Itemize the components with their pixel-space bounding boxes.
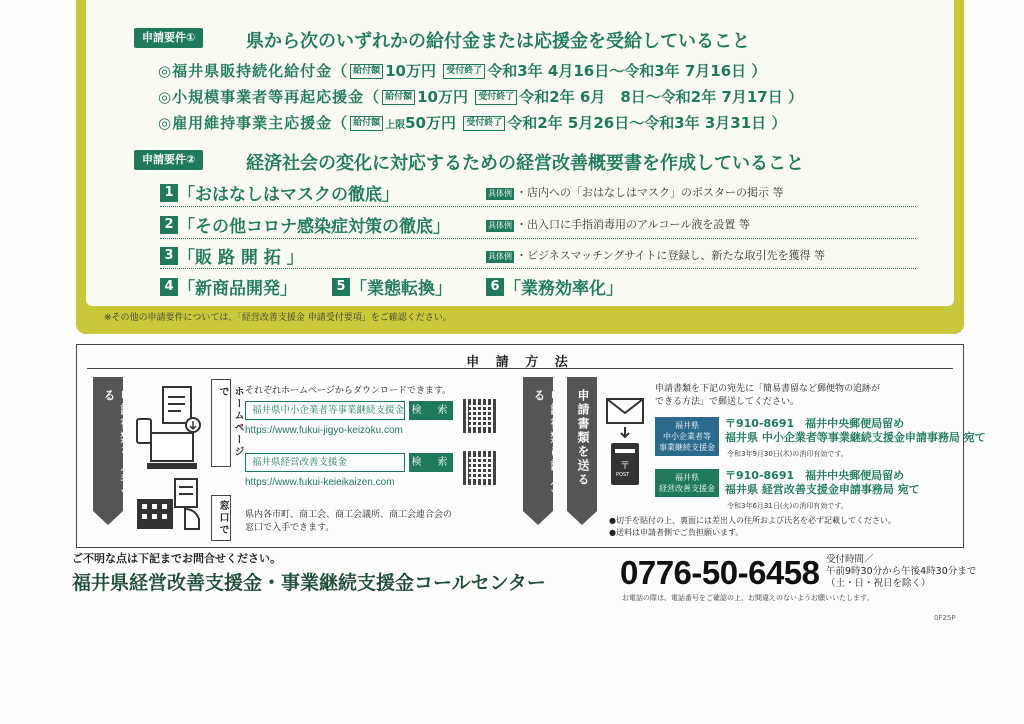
step-fill-arrow-tip [523,511,553,525]
requirement-2-heading: 経済社会の変化に対応するための経営改善概要書を作成していること [246,153,804,174]
mail-note-1: ●切手を貼付の上、裏面には差出人の住所および氏名を必ず記載してください。 [609,516,896,525]
requirements-note: ※その他の申請要件については、「経営改善支援金 申請受付要項」をご確認ください。 [104,313,452,323]
counter-label-box [211,495,231,541]
download-document-icon [135,385,211,473]
measure-example: 具体例 ・ビジネスマッチングサイトに登録し、新たな取引先を獲得 等 [488,249,825,262]
step-send-arrow [567,377,597,511]
grant-row: ◎小規模事業者等再起応援金（ 給付額 10万円 受付終了 令和2年 6月 8日～令和2年 7月17日 ） [158,88,803,106]
measure-item: 1 「おはなしはマスクの徹底」 [160,180,399,205]
step-fill-arrow [523,377,563,511]
step-send-arrow-tip [567,511,597,525]
step-send-label: 申請書類を送る [576,389,590,487]
site1-name: 福井県中小企業者等事業継続支援金 [245,401,405,420]
requirement-1-tag: 申請要件① [134,28,203,48]
site2-name: 福井県経営改善支援金 [245,453,405,472]
dest2-deadline: 令和3年6月31日(火)の消印有効です。 [727,502,848,510]
how-to-apply-title: 申 請 方 法 [466,355,574,370]
divider [160,206,916,207]
counter-text-2: 窓口で入手できます。 [245,523,335,533]
measure-item: 6 「業務効率化」 [486,274,623,299]
grant-row: ◎福井県販持続化給付金（ 給付額 10万円 受付終了 令和3年 4月16日～令和3年 7月16日 ） [158,62,767,80]
step-fill-label: 申請書類に記入する [532,389,563,501]
dest1-tag: 福井県 中小企業者等 事業継続支援金 [655,417,719,456]
requirement-2-tag: 申請要件② [134,150,203,170]
call-center-name: 福井県経営改善支援金・事業継続支援金コールセンター [72,572,546,594]
grant-row: ◎雇用維持事業主応援金（ 給付額 上限50万円 受付終了 令和2年 5月26日～令和3年 3月31日 ） [158,114,787,132]
homepage-label-box [211,379,243,467]
divider [87,368,953,369]
mail-note-2: ●送料は申請者側でご負担願います。 [609,528,744,537]
site2-url[interactable]: https://www.fukui-keieikaizen.com [245,477,395,488]
how-to-apply-panel [76,344,986,548]
measure-item: 3 「販 路 開 拓 」 [160,243,304,268]
site1-qr-code[interactable] [463,399,497,433]
phone-number[interactable]: 0776-50-6458 [620,554,820,591]
site2-qr-code[interactable] [463,451,497,485]
reception-hours: 受付時間／ 午前9時30分から午後4時30分まで （土・日・祝日を除く） [826,554,977,589]
homepage-label: ホームページで [217,386,243,458]
measure-example: 具体例 ・店内への「おはなしはマスク」のポスターの掲示 等 [488,186,784,199]
requirement-1-heading: 県から次のいずれかの給付金または応援金を受給していること [246,31,750,52]
print-code: 0F25P [934,614,956,622]
dest2-address: 〒910-8691 福井中央郵便局留め 福井県 経営改善支援金申請事務局 宛て [725,469,920,496]
site1-search-button[interactable]: 検 索 [409,401,453,420]
site1-url[interactable]: https://www.fukui-jigyo-keizoku.com [245,425,403,436]
dest1-address: 〒910-8691 福井中央郵便局留め 福井県 中小企業者等事業継続支援金申請事務局 宛て [725,417,986,444]
phone-note: お電話の際は、電話番号をご確認の上、お間違えのないようお願いいたします。 [622,594,874,602]
contact-intro: ご不明な点は下記までお問合せください。 [72,552,281,565]
step-obtain-arrow-tip [93,511,123,525]
send-intro-1: 申請書類を下記の宛先に「簡易書留など郵便物の追跡が [655,384,881,394]
building-document-icon [135,477,211,531]
post-label: POST [616,472,630,478]
dest1-deadline: 令和3年9月30日(木)の消印有効です。 [727,450,848,458]
dest2-tag: 福井県 経営改善支援金 [655,469,719,497]
homepage-intro: それぞれホームページからダウンロードできます。 [245,386,452,396]
measure-item: 2 「その他コロナ感染症対策の徹底」 [160,212,450,237]
send-intro-2: できる方法」で郵送してください。 [655,397,800,407]
measure-example: 具体例 ・出入口に手指消毒用のアルコール液を設置 等 [488,218,750,231]
counter-label: 窓口で [217,500,228,536]
step-obtain-label: 申請書類を入手する [102,389,133,501]
divider [160,268,916,269]
svg-text:〒: 〒 [620,461,630,472]
requirements-panel [86,0,954,306]
site2-search-button[interactable]: 検 索 [409,453,453,472]
divider [160,238,916,239]
requirements-frame [76,0,964,334]
step-obtain-arrow [93,377,133,511]
measure-item: 5 「業態転換」 [332,274,452,299]
measure-item: 4 「新商品開発」 [160,274,297,299]
counter-text-1: 県内各市町、商工会、商工会議所、商工会連合会の [245,510,453,520]
